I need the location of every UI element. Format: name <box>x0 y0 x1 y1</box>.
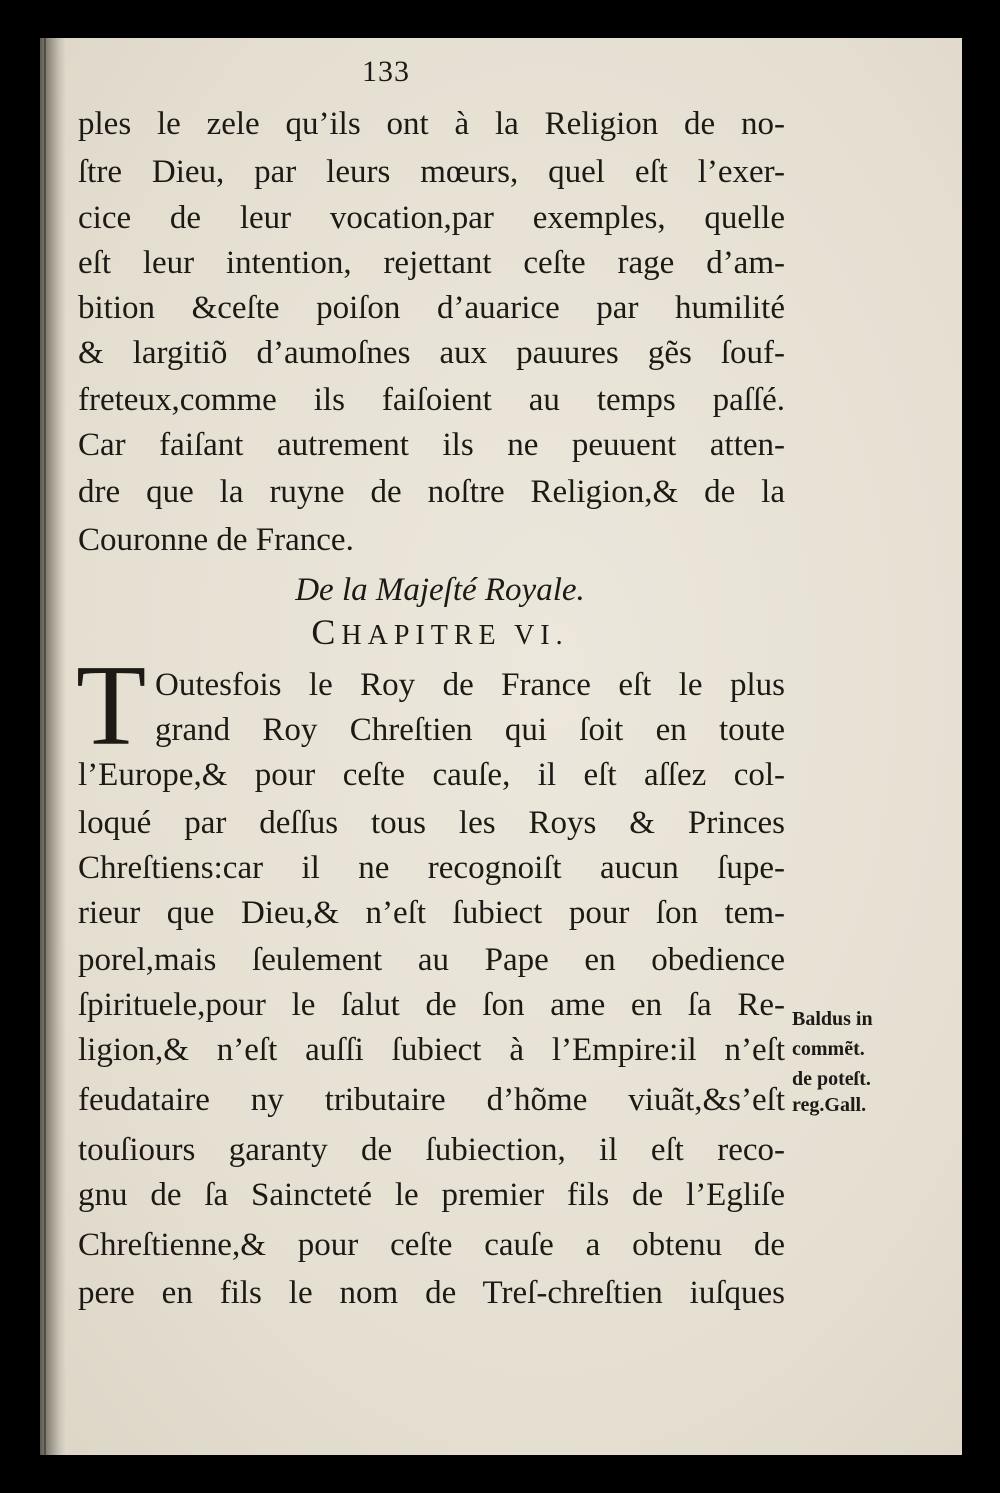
margin-note-line: de poteſt. <box>792 1068 871 1090</box>
text-line: eſt leur intention, rejettant ceſte rage d’am- <box>78 245 785 281</box>
text-line: Couronne de France. <box>78 522 354 558</box>
page-number: 133 <box>362 55 410 88</box>
text-line: freteux,comme ils faiſoient au temps paſſé. <box>78 382 785 418</box>
margin-note-line: commẽt. <box>792 1038 865 1060</box>
text-line: grand Roy Chreſtien qui ſoit en toute <box>155 712 785 748</box>
text-line: ples le zele qu’ils ont à la Religion de no- <box>78 106 785 142</box>
text-line: gnu de ſa Saincteté le premier fils de l’Egliſe <box>78 1177 785 1213</box>
text-line: dre que la ruyne de noſtre Religion,& de la <box>78 474 785 510</box>
chapter-title: De la Majeſté Royale. <box>295 572 585 608</box>
page-edge-line <box>44 38 46 1455</box>
margin-note-line: reg.Gall. <box>792 1094 867 1116</box>
text-line: l’Europe,& pour ceſte cauſe, il eſt aſſez col- <box>78 757 785 793</box>
text-line: & largitiõ d’aumoſnes aux pauures gẽs ſouf- <box>78 335 785 371</box>
text-line: Chreſtienne,& pour ceſte cauſe a obtenu de <box>78 1227 785 1263</box>
text-line: feudataire ny tributaire d’hõme viuãt,&s’eſt <box>78 1082 785 1118</box>
text-line: touſiours garanty de ſubiection, il eſt reco- <box>78 1132 785 1168</box>
text-line: ſtre Dieu, par leurs mœurs, quel eſt l’exer- <box>78 154 785 190</box>
text-line: cice de leur vocation,par exemples, quelle <box>78 200 785 236</box>
text-line: ſpirituele,pour le ſalut de ſon ame en ſa Re- <box>78 987 785 1023</box>
chapter-label: CHAPITRE VI. <box>311 612 569 652</box>
text-line: porel,mais ſeulement au Pape en obedience <box>78 942 785 978</box>
text-line: Chreſtiens:car il ne recognoiſt aucun ſupe- <box>78 850 785 886</box>
text-line: bition &ceſte poiſon d’auarice par humilité <box>78 290 785 326</box>
text-line: loqué par deſſus tous les Roys & Princes <box>78 805 785 841</box>
drop-cap: T <box>76 642 147 769</box>
margin-note-line: Baldus in <box>792 1008 873 1030</box>
text-line: rieur que Dieu,& n’eſt ſubiect pour ſon tem- <box>78 895 785 931</box>
text-line: pere en fils le nom de Treſ-chreſtien iuſques <box>78 1275 785 1311</box>
text-line: ligion,& n’eſt auſſi ſubiect à l’Empire:il n’eſt <box>78 1032 785 1068</box>
text-line: Car faiſant autrement ils ne peuuent atten- <box>78 427 785 463</box>
text-line: Outesfois le Roy de France eſt le plus <box>155 667 785 703</box>
